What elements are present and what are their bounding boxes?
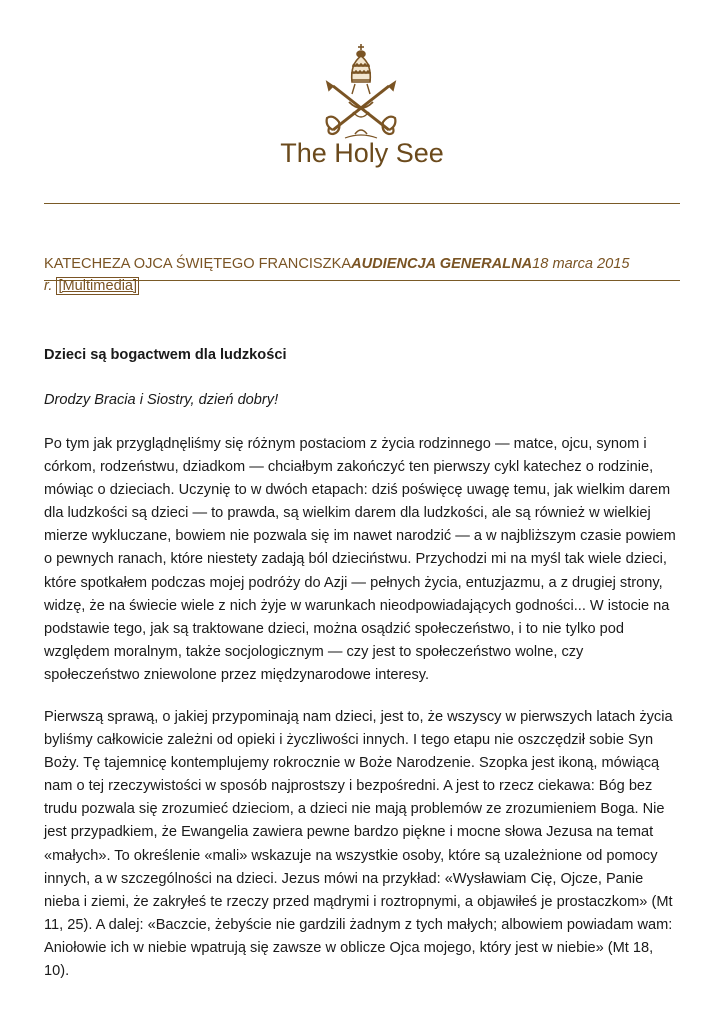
document-header — [44, 253, 680, 297]
category-label: KATECHEZA OJCA ŚWIĘTEGO FRANCISZKA — [44, 256, 352, 272]
audience-label: AUDIENCJA GENERALNA — [351, 256, 533, 272]
site-title: The Holy See — [280, 138, 444, 168]
article-greeting: Drodzy Bracia i Siostry, dzień dobry! — [44, 392, 279, 408]
header-divider — [44, 203, 680, 204]
article-paragraph: Po tym jak przyglądnęliśmy się różnym postaciom z życia rodzinnego — matce, ojcu, synom i córkom, rodzeństwu, dziadkom — chciałbym zakończyć ten pierwszy cykl katechez o rodzinie, mówiąc o dzieciach. Uczynię to w dwóch etapach: dziś poświęcę uwagę temu, jak wielkim darem dla ludzkości są dzieci — to prawda, są wielkim darem dla ludzkości, ale są również w wielkiej mierze wykluczane, bowiem nie pozwala się im nawet narodzić — a w najbliższym czasie powiem o pewnych ranach, które niestety zadają ból dzieciństwu. Przychodzi mi na myśl tak wiele dzieci, które spotkałem podczas mojej podróży do Azji — pełnych życia, entuzjazmu, a z drugiej strony, widzę, że na świecie wiele z nich żyje w warunkach nieodpowiadających godności... W istocie na podstawie tego, jak są traktowane dzieci, można osądzić społeczeństwo, i to nie tylko pod względem moralnym, także socjologicznym — czy jest to społeczeństwo wolne, czy społeczeństwo zniewolone przez międzynarodowe interesy. — [44, 436, 676, 683]
article-title: Dzieci są bogactwem dla ludzkości — [44, 347, 287, 363]
date-suffix: r. — [44, 278, 53, 294]
papal-coat-of-arms-icon — [319, 42, 403, 142]
article-paragraph: Pierwszą sprawą, o jakiej przypominają nam dzieci, jest to, że wszyscy w pierwszych latach życia byliśmy całkowicie zależni od opieki i życzliwości innych. I tego etapu nie oszczędził sobie Syn Boży. Tę tajemnicę kontemplujemy rokrocznie w Boże Narodzenie. Szopka jest ikoną, mówiącą nam o tej rzeczywistości w sposób najprostszy i bezpośredni. A jest to rzecz ciekawa: Bóg bez trudu pozwala się zrozumieć dzieciom, a dzieci nie mają problemów ze zrozumieniem Boga. Nie jest przypadkiem, że Ewangelia zawiera pewne bardzo piękne i mocne słowa Jezusa na temat «małych». To określenie «mali» wskazuje na wszystkie osoby, które są uzależnione od pomocy innych, a w szczególności na dzieci. Jezus mówi na przykład: «Wysławiam Cię, Ojcze, Panie nieba i ziemi, że zakryłeś te rzeczy przed mądrymi i roztropnymi, a objawiłeś je prostaczkom» (Mt 11, 25). A dalej: «Baczcie, żebyście nie gardzili żadnym z tych małych; albowiem powiadam wam: Aniołowie ich w niebie wpatrują się zawsze w oblicze Ojca mojego, który jest w niebie» (Mt 18, 10). — [44, 709, 673, 980]
document-header-divider — [44, 280, 680, 281]
multimedia-link[interactable]: [Multimedia] — [58, 278, 138, 294]
date-label: 18 marca 2015 — [532, 256, 630, 272]
